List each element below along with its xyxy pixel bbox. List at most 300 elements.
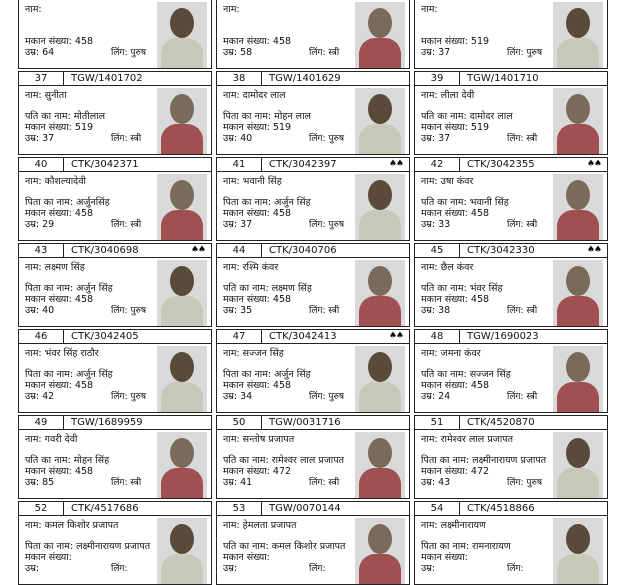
voter-name: रश्मि कंवर bbox=[242, 262, 279, 273]
age-value: 34 bbox=[240, 391, 253, 402]
voter-card bbox=[414, 157, 608, 241]
name-label: नाम: bbox=[223, 176, 240, 187]
house-label: मकान संख्या: bbox=[25, 122, 72, 133]
age-line bbox=[223, 561, 237, 574]
epic-number: TGW/0031716 bbox=[269, 417, 341, 428]
voter-name: लक्ष्मण सिंह bbox=[44, 262, 85, 273]
voter-card bbox=[216, 0, 410, 69]
name-label: नाम: bbox=[25, 90, 42, 101]
card-header bbox=[415, 330, 607, 344]
age-label: उम्र: bbox=[223, 219, 238, 230]
photo-body-shape bbox=[161, 554, 203, 584]
voter-card bbox=[18, 71, 212, 155]
gender-label: लिंग: bbox=[309, 48, 326, 58]
photo-head-shape bbox=[566, 94, 590, 124]
voter-name: सज्जन सिंह bbox=[242, 348, 284, 359]
age-line bbox=[25, 389, 54, 402]
card-header bbox=[415, 416, 607, 430]
gender-line bbox=[309, 303, 339, 316]
voter-photo bbox=[553, 174, 603, 240]
status-marker: ♠♠ bbox=[586, 159, 601, 169]
house-label: मकान संख्या: bbox=[223, 36, 270, 47]
voter-photo bbox=[157, 2, 207, 68]
gender-value: स्त्री bbox=[526, 220, 538, 230]
age-label: उम्र: bbox=[223, 563, 238, 574]
gender-line bbox=[309, 131, 344, 144]
relation-line: पति का नाम: रामेश्वर लाल प्रजापत bbox=[223, 455, 345, 466]
age-value: 37 bbox=[42, 133, 55, 144]
age-line bbox=[25, 303, 54, 316]
age-line bbox=[223, 131, 252, 144]
age-line bbox=[223, 45, 252, 58]
status-marker: ♠♠ bbox=[586, 245, 601, 255]
voter-card bbox=[18, 157, 212, 241]
age-label: उम्र: bbox=[25, 47, 40, 58]
age-line bbox=[25, 217, 54, 230]
voter-photo bbox=[157, 260, 207, 326]
house-label: मकान संख्या: bbox=[421, 208, 468, 219]
name-label: नाम: bbox=[421, 434, 438, 445]
gender-label: लिंग: bbox=[309, 306, 326, 316]
age-line bbox=[421, 303, 450, 316]
name-label: नाम: bbox=[421, 348, 438, 359]
voter-name: भंवर सिंह राठौर bbox=[44, 348, 99, 359]
gender-line bbox=[309, 561, 326, 574]
gender-value: स्त्री bbox=[130, 220, 142, 230]
photo-body-shape bbox=[557, 38, 599, 68]
gender-label: लिंग: bbox=[309, 564, 326, 574]
name-line bbox=[25, 346, 99, 359]
name-label: नाम: bbox=[223, 348, 240, 359]
card-header bbox=[19, 244, 211, 258]
serial-number: 51 bbox=[415, 416, 460, 429]
photo-body-shape bbox=[359, 124, 401, 154]
voter-photo bbox=[553, 518, 603, 584]
house-number: 458 bbox=[74, 380, 94, 391]
serial-number: 54 bbox=[415, 502, 460, 515]
name-label: नाम: bbox=[223, 90, 240, 101]
relation-line: पिता का नाम: अर्जुन सिंह bbox=[25, 369, 113, 380]
voter-card bbox=[216, 501, 410, 585]
age-label: उम्र: bbox=[223, 391, 238, 402]
epic-number: CTK/3042405 bbox=[71, 331, 139, 342]
gender-label: लिंग: bbox=[111, 392, 128, 402]
age-line bbox=[25, 561, 39, 574]
gender-line bbox=[309, 389, 344, 402]
photo-head-shape bbox=[566, 180, 590, 210]
age-value: 42 bbox=[42, 391, 55, 402]
gender-line bbox=[111, 303, 146, 316]
voter-name: हेमलता प्रजापत bbox=[242, 520, 297, 531]
house-number: 458 bbox=[272, 208, 292, 219]
voter-photo bbox=[355, 2, 405, 68]
gender-label: लिंग: bbox=[111, 478, 128, 488]
name-label: नाम: bbox=[223, 434, 240, 445]
age-line bbox=[223, 389, 252, 402]
name-line bbox=[25, 518, 118, 531]
epic-number: TGW/1689959 bbox=[71, 417, 143, 428]
photo-head-shape bbox=[368, 180, 392, 210]
name-line bbox=[421, 260, 473, 273]
gender-label: लिंग: bbox=[309, 134, 326, 144]
name-line bbox=[25, 2, 42, 15]
epic-number: CTK/4517686 bbox=[71, 503, 139, 514]
house-label: मकान संख्या: bbox=[25, 294, 72, 305]
age-line bbox=[25, 475, 54, 488]
house-number: 458 bbox=[272, 294, 292, 305]
voter-card bbox=[414, 415, 608, 499]
gender-line bbox=[309, 217, 344, 230]
house-label: मकान संख्या: bbox=[223, 294, 270, 305]
name-line bbox=[223, 346, 284, 359]
age-label: उम्र: bbox=[25, 391, 40, 402]
voter-name: उषा कंवर bbox=[440, 176, 474, 187]
photo-head-shape bbox=[170, 524, 194, 554]
name-label: नाम: bbox=[25, 4, 42, 15]
epic-number: TGW/0070144 bbox=[269, 503, 341, 514]
name-label: नाम: bbox=[223, 262, 240, 273]
voter-photo bbox=[157, 518, 207, 584]
serial-number: 45 bbox=[415, 244, 460, 257]
epic-number: CTK/3042330 bbox=[467, 245, 535, 256]
voter-photo bbox=[157, 174, 207, 240]
gender-line bbox=[309, 475, 339, 488]
photo-head-shape bbox=[368, 524, 392, 554]
photo-body-shape bbox=[359, 382, 401, 412]
photo-body-shape bbox=[161, 468, 203, 498]
house-number: 458 bbox=[74, 36, 94, 47]
card-header bbox=[415, 158, 607, 172]
photo-body-shape bbox=[161, 124, 203, 154]
card-header bbox=[217, 244, 409, 258]
epic-number: CTK/3042413 bbox=[269, 331, 337, 342]
house-number: 519 bbox=[74, 122, 94, 133]
serial-number: 38 bbox=[217, 72, 262, 85]
house-label: मकान संख्या: bbox=[25, 36, 72, 47]
gender-label: लिंग: bbox=[309, 392, 326, 402]
age-line bbox=[421, 217, 450, 230]
gender-value: स्त्री bbox=[526, 392, 538, 402]
age-label: उम्र: bbox=[421, 219, 436, 230]
voter-photo bbox=[355, 260, 405, 326]
name-label: नाम: bbox=[25, 434, 42, 445]
card-header bbox=[19, 72, 211, 86]
photo-head-shape bbox=[170, 438, 194, 468]
gender-label: लिंग: bbox=[507, 564, 524, 574]
voter-photo bbox=[553, 346, 603, 412]
age-line bbox=[25, 131, 54, 144]
card-header bbox=[217, 72, 409, 86]
house-number: 458 bbox=[272, 380, 292, 391]
photo-body-shape bbox=[161, 296, 203, 326]
age-value: 64 bbox=[42, 47, 55, 58]
age-value: 37 bbox=[438, 47, 451, 58]
photo-head-shape bbox=[566, 524, 590, 554]
gender-label: लिंग: bbox=[309, 478, 326, 488]
photo-head-shape bbox=[170, 94, 194, 124]
voter-photo bbox=[553, 88, 603, 154]
voter-photo bbox=[553, 2, 603, 68]
gender-line bbox=[507, 131, 537, 144]
age-value: 33 bbox=[438, 219, 451, 230]
epic-number: CTK/3040698 bbox=[71, 245, 139, 256]
name-label: नाम: bbox=[421, 4, 438, 15]
age-value: 37 bbox=[438, 133, 451, 144]
gender-line bbox=[507, 217, 537, 230]
card-header bbox=[415, 502, 607, 516]
voter-card bbox=[18, 0, 212, 69]
age-label: उम्र: bbox=[223, 133, 238, 144]
name-line bbox=[421, 88, 474, 101]
card-header bbox=[415, 244, 607, 258]
relation-line: पति का नाम: लक्ष्मण सिंह bbox=[223, 283, 312, 294]
house-label: मकान संख्या: bbox=[421, 36, 468, 47]
card-header bbox=[217, 158, 409, 172]
gender-label: लिंग: bbox=[111, 134, 128, 144]
photo-head-shape bbox=[368, 352, 392, 382]
house-number: 519 bbox=[272, 122, 292, 133]
gender-value: पुरुष bbox=[526, 48, 543, 58]
name-label: नाम: bbox=[25, 348, 42, 359]
gender-label: लिंग: bbox=[507, 220, 524, 230]
gender-label: लिंग: bbox=[507, 134, 524, 144]
age-value: 38 bbox=[438, 305, 451, 316]
house-label: मकान संख्या: bbox=[223, 552, 270, 563]
gender-value: स्त्री bbox=[130, 134, 142, 144]
age-label: उम्र: bbox=[25, 305, 40, 316]
voter-card bbox=[414, 71, 608, 155]
photo-head-shape bbox=[368, 438, 392, 468]
photo-body-shape bbox=[557, 468, 599, 498]
name-label: नाम: bbox=[421, 520, 438, 531]
age-line bbox=[421, 475, 450, 488]
voter-name: भवानी सिंह bbox=[242, 176, 282, 187]
gender-line bbox=[111, 45, 146, 58]
voter-photo bbox=[355, 346, 405, 412]
name-label: नाम: bbox=[421, 90, 438, 101]
age-value: 40 bbox=[42, 305, 55, 316]
voter-card bbox=[216, 415, 410, 499]
name-line bbox=[25, 432, 77, 445]
photo-body-shape bbox=[359, 38, 401, 68]
card-header bbox=[415, 72, 607, 86]
relation-line: पति का नाम: मोहन सिंह bbox=[25, 455, 110, 466]
voter-name: दामोदर लाल bbox=[242, 90, 286, 101]
voter-name: कौशल्यादेवी bbox=[44, 176, 86, 187]
name-label: नाम: bbox=[25, 262, 42, 273]
gender-value: स्त्री bbox=[328, 306, 340, 316]
age-value: 35 bbox=[240, 305, 253, 316]
age-line bbox=[421, 561, 435, 574]
gender-label: लिंग: bbox=[309, 220, 326, 230]
gender-value: स्त्री bbox=[130, 478, 142, 488]
age-label: उम्र: bbox=[421, 47, 436, 58]
relation-line: पिता का नाम: लक्ष्मीनारायण प्रजापत bbox=[421, 455, 547, 466]
age-label: उम्र: bbox=[421, 305, 436, 316]
gender-label: लिंग: bbox=[111, 48, 128, 58]
voter-card bbox=[18, 243, 212, 327]
age-value: 85 bbox=[42, 477, 55, 488]
house-label: मकान संख्या: bbox=[25, 466, 72, 477]
gender-value: पुरुष bbox=[130, 48, 147, 58]
photo-head-shape bbox=[566, 438, 590, 468]
epic-number: CTK/3042371 bbox=[71, 159, 139, 170]
gender-label: लिंग: bbox=[507, 392, 524, 402]
gender-value: पुरुष bbox=[130, 306, 147, 316]
voter-name: गवरी देवी bbox=[44, 434, 78, 445]
serial-number: 46 bbox=[19, 330, 64, 343]
voter-name: जमना कंवर bbox=[440, 348, 481, 359]
voter-photo bbox=[355, 88, 405, 154]
relation-line: पिता का नाम: रामनारायण bbox=[421, 541, 511, 552]
name-line bbox=[421, 346, 481, 359]
gender-line bbox=[507, 475, 542, 488]
serial-number: 44 bbox=[217, 244, 262, 257]
voter-photo bbox=[553, 432, 603, 498]
relation-line: पिता का नाम: अर्जुनसिंह bbox=[25, 197, 110, 208]
house-number: 458 bbox=[470, 294, 490, 305]
name-label: नाम: bbox=[25, 176, 42, 187]
photo-body-shape bbox=[557, 382, 599, 412]
gender-value: स्त्री bbox=[526, 134, 538, 144]
photo-body-shape bbox=[359, 468, 401, 498]
name-label: नाम: bbox=[421, 176, 438, 187]
gender-value: पुरुष bbox=[526, 478, 543, 488]
name-line bbox=[25, 174, 86, 187]
photo-head-shape bbox=[170, 266, 194, 296]
relation-line: पति का नाम: भंवर सिंह bbox=[421, 283, 503, 294]
name-line bbox=[223, 88, 286, 101]
serial-number: 50 bbox=[217, 416, 262, 429]
serial-number: 40 bbox=[19, 158, 64, 171]
voter-card bbox=[414, 243, 608, 327]
photo-head-shape bbox=[368, 8, 392, 38]
gender-value: पुरुष bbox=[130, 392, 147, 402]
gender-value: पुरुष bbox=[328, 392, 345, 402]
house-label: मकान संख्या: bbox=[25, 380, 72, 391]
epic-number: CTK/4520870 bbox=[467, 417, 535, 428]
voter-card bbox=[216, 329, 410, 413]
serial-number: 39 bbox=[415, 72, 460, 85]
name-line bbox=[421, 432, 513, 445]
epic-number: TGW/1401710 bbox=[467, 73, 539, 84]
serial-number: 41 bbox=[217, 158, 262, 171]
name-label: नाम: bbox=[223, 520, 240, 531]
house-label: मकान संख्या: bbox=[421, 552, 468, 563]
house-label: मकान संख्या: bbox=[223, 380, 270, 391]
gender-value: स्त्री bbox=[328, 478, 340, 488]
age-line bbox=[421, 389, 450, 402]
epic-number: CTK/3042355 bbox=[467, 159, 535, 170]
voter-card bbox=[18, 415, 212, 499]
house-label: मकान संख्या: bbox=[421, 380, 468, 391]
card-header bbox=[19, 158, 211, 172]
house-label: मकान संख्या: bbox=[25, 208, 72, 219]
age-label: उम्र: bbox=[25, 219, 40, 230]
age-value: 37 bbox=[240, 219, 253, 230]
house-label: मकान संख्या: bbox=[25, 552, 72, 563]
voter-name: लक्ष्मीनारायण bbox=[440, 520, 486, 531]
photo-body-shape bbox=[557, 210, 599, 240]
age-label: उम्र: bbox=[421, 477, 436, 488]
age-label: उम्र: bbox=[421, 391, 436, 402]
status-marker: ♠♠ bbox=[388, 159, 403, 169]
age-label: उम्र: bbox=[421, 563, 436, 574]
relation-line: पिता का नाम: मोहन लाल bbox=[223, 111, 311, 122]
voter-photo bbox=[553, 260, 603, 326]
photo-body-shape bbox=[557, 124, 599, 154]
voter-photo bbox=[157, 432, 207, 498]
gender-line bbox=[507, 561, 524, 574]
epic-number: CTK/3042397 bbox=[269, 159, 337, 170]
name-label: नाम: bbox=[421, 262, 438, 273]
card-header bbox=[217, 416, 409, 430]
age-value: 40 bbox=[240, 133, 253, 144]
house-number: 472 bbox=[272, 466, 292, 477]
gender-line bbox=[507, 389, 537, 402]
age-label: उम्र: bbox=[25, 563, 40, 574]
gender-line bbox=[111, 561, 128, 574]
voter-photo bbox=[355, 432, 405, 498]
voter-card bbox=[18, 501, 212, 585]
house-label: मकान संख्या: bbox=[421, 466, 468, 477]
voter-name: सन्तोष प्रजापत bbox=[242, 434, 295, 445]
house-label: मकान संख्या: bbox=[421, 122, 468, 133]
photo-body-shape bbox=[557, 296, 599, 326]
epic-number: TGW/1401629 bbox=[269, 73, 341, 84]
card-header bbox=[217, 330, 409, 344]
gender-label: लिंग: bbox=[111, 306, 128, 316]
house-number: 519 bbox=[470, 122, 490, 133]
name-line bbox=[421, 2, 438, 15]
serial-number: 53 bbox=[217, 502, 262, 515]
photo-body-shape bbox=[359, 296, 401, 326]
name-line bbox=[421, 518, 486, 531]
relation-line: पति का नाम: भवानी सिंह bbox=[421, 197, 509, 208]
voter-name: सुनीता bbox=[44, 90, 67, 101]
relation-line: पिता का नाम: अर्जुन सिंह bbox=[223, 197, 311, 208]
name-line bbox=[25, 88, 67, 101]
name-line bbox=[223, 260, 278, 273]
house-number: 458 bbox=[272, 36, 292, 47]
gender-line bbox=[111, 131, 141, 144]
photo-head-shape bbox=[566, 266, 590, 296]
voter-name: कमल किशोर प्रजापत bbox=[44, 520, 119, 531]
house-number: 519 bbox=[470, 36, 490, 47]
voter-name: लीला देवी bbox=[440, 90, 475, 101]
gender-value: पुरुष bbox=[328, 134, 345, 144]
voter-card bbox=[216, 243, 410, 327]
gender-label: लिंग: bbox=[507, 306, 524, 316]
photo-head-shape bbox=[566, 8, 590, 38]
age-value: 24 bbox=[438, 391, 451, 402]
gender-label: लिंग: bbox=[507, 48, 524, 58]
photo-head-shape bbox=[170, 180, 194, 210]
name-line bbox=[223, 518, 296, 531]
name-line bbox=[421, 174, 473, 187]
gender-label: लिंग: bbox=[111, 220, 128, 230]
voter-card bbox=[216, 157, 410, 241]
age-line bbox=[223, 303, 252, 316]
gender-value: पुरुष bbox=[328, 220, 345, 230]
gender-label: लिंग: bbox=[111, 564, 128, 574]
house-number: 458 bbox=[74, 208, 94, 219]
photo-head-shape bbox=[566, 352, 590, 382]
serial-number: 43 bbox=[19, 244, 64, 257]
gender-value: स्त्री bbox=[526, 306, 538, 316]
voter-photo bbox=[157, 88, 207, 154]
photo-body-shape bbox=[359, 554, 401, 584]
